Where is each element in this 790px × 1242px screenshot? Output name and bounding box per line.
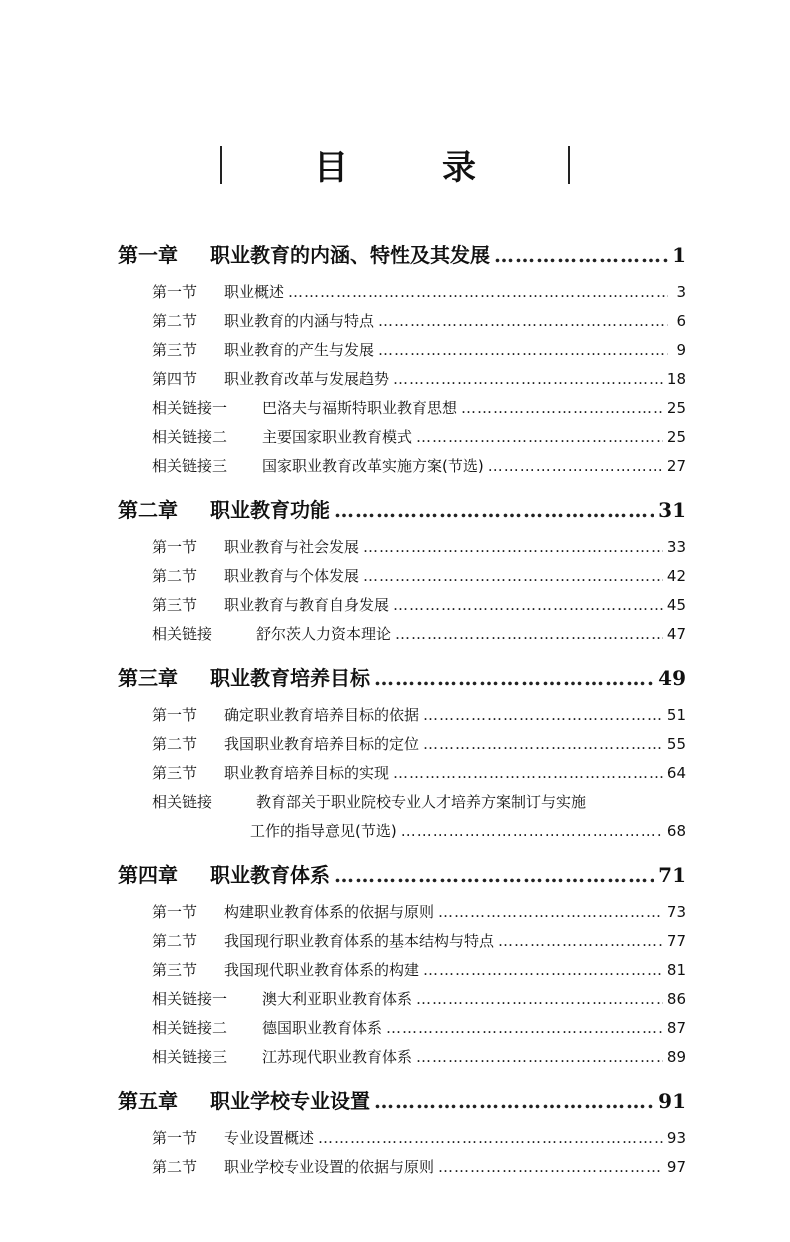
section-number: 第二节 <box>152 312 198 330</box>
chapter-number: 第五章 <box>118 1089 178 1113</box>
section-page-number: 73 <box>666 903 686 921</box>
leader-dots <box>438 1153 663 1182</box>
section-title: 职业教育的内涵与特点 <box>224 312 375 330</box>
leader-dots <box>386 1014 663 1043</box>
leader-dots <box>288 278 668 307</box>
section-entry[interactable] <box>152 394 686 423</box>
section-number: 第一节 <box>152 283 198 301</box>
section-page-number: 77 <box>666 932 686 950</box>
section-title: 职业教育的产生与发展 <box>224 341 375 359</box>
section-number: 第三节 <box>152 961 198 979</box>
section-entry[interactable] <box>152 452 686 481</box>
section-number: 第三节 <box>152 596 198 614</box>
leader-dots <box>416 985 663 1014</box>
section-entry[interactable] <box>152 423 686 452</box>
section-page-number: 25 <box>666 399 686 417</box>
leader-dots <box>374 655 654 701</box>
section-entry[interactable] <box>152 1014 686 1043</box>
leader-dots <box>393 759 663 788</box>
section-title: 我国职业教育培养目标的定位 <box>224 735 420 753</box>
table-of-contents <box>0 232 790 1182</box>
section-entry[interactable] <box>152 1124 686 1153</box>
leader-dots <box>363 562 663 591</box>
section-title: 江苏现代职业教育体系 <box>262 1048 413 1066</box>
section-entry[interactable] <box>152 365 686 394</box>
section-title: 国家职业教育改革实施方案(节选) <box>262 457 484 475</box>
chapter-page-number: 49 <box>658 666 686 690</box>
section-entry[interactable] <box>152 898 686 927</box>
leader-dots <box>423 701 663 730</box>
section-title: 职业教育与社会发展 <box>224 538 360 556</box>
leader-dots <box>378 336 668 365</box>
section-number: 相关链接 <box>152 625 213 643</box>
leader-dots <box>374 1078 654 1124</box>
section-entry[interactable] <box>152 701 686 730</box>
page-title: 目 录 <box>314 148 506 188</box>
section-title: 我国现行职业教育体系的基本结构与特点 <box>224 932 495 950</box>
section-page-number: 6 <box>676 312 686 330</box>
chapter-entry[interactable] <box>118 852 686 898</box>
section-entry[interactable] <box>152 927 686 956</box>
section-title: 专业设置概述 <box>224 1129 315 1147</box>
leader-dots <box>401 817 663 846</box>
section-page-number: 25 <box>666 428 686 446</box>
section-page-number: 33 <box>666 538 686 556</box>
section-page-number: 97 <box>666 1158 686 1176</box>
leader-dots <box>318 1124 663 1153</box>
section-title: 职业教育改革与发展趋势 <box>224 370 390 388</box>
section-title: 德国职业教育体系 <box>262 1019 383 1037</box>
section-title: 职业教育与教育自身发展 <box>224 596 390 614</box>
leader-dots <box>393 365 663 394</box>
chapter-entry[interactable] <box>118 1078 686 1124</box>
section-page-number: 86 <box>666 990 686 1008</box>
section-entry[interactable] <box>152 730 686 759</box>
title-block <box>0 140 790 189</box>
leader-dots <box>461 394 663 423</box>
section-page-number: 45 <box>666 596 686 614</box>
section-entry[interactable] <box>152 1153 686 1182</box>
section-entry[interactable] <box>152 759 686 788</box>
section-page-number: 42 <box>666 567 686 585</box>
section-page-number: 81 <box>666 961 686 979</box>
section-page-number: 3 <box>676 283 686 301</box>
section-number: 相关链接 <box>152 793 213 811</box>
section-number: 相关链接一 <box>152 399 228 417</box>
section-number: 第二节 <box>152 932 198 950</box>
section-number: 第四节 <box>152 370 198 388</box>
section-title: 确定职业教育培养目标的依据 <box>224 706 420 724</box>
leader-dots <box>416 1043 663 1072</box>
section-page-number: 87 <box>666 1019 686 1037</box>
section-number: 第三节 <box>152 764 198 782</box>
section-page-number: 89 <box>666 1048 686 1066</box>
chapter-title: 职业学校专业设置 <box>210 1089 370 1113</box>
section-title: 巴洛夫与福斯特职业教育思想 <box>262 399 458 417</box>
section-entry[interactable] <box>152 620 686 649</box>
chapter-page-number: 91 <box>658 1089 686 1113</box>
section-title: 我国现代职业教育体系的构建 <box>224 961 420 979</box>
leader-dots <box>393 591 663 620</box>
chapter-number: 第一章 <box>118 243 178 267</box>
leader-dots <box>488 452 663 481</box>
section-title: 教育部关于职业院校专业人才培养方案制订与实施 <box>256 793 587 811</box>
chapter-page-number: 71 <box>658 863 686 887</box>
section-number: 相关链接二 <box>152 428 228 446</box>
leader-dots <box>423 956 663 985</box>
section-title: 职业概述 <box>224 283 285 301</box>
section-title: 职业学校专业设置的依据与原则 <box>224 1158 435 1176</box>
section-number: 第二节 <box>152 735 198 753</box>
section-entry[interactable] <box>152 985 686 1014</box>
chapter-title: 职业教育的内涵、特性及其发展 <box>210 243 490 267</box>
section-page-number: 64 <box>666 764 686 782</box>
section-number: 第一节 <box>152 538 198 556</box>
leader-dots <box>363 533 663 562</box>
section-number: 第三节 <box>152 341 198 359</box>
chapter-number: 第三章 <box>118 666 178 690</box>
section-entry[interactable] <box>152 788 686 817</box>
section-number: 第一节 <box>152 706 198 724</box>
section-number: 相关链接一 <box>152 990 228 1008</box>
section-entry[interactable] <box>152 591 686 620</box>
section-page-number: 93 <box>666 1129 686 1147</box>
leader-dots <box>334 852 654 898</box>
leader-dots <box>334 487 654 533</box>
section-page-number: 27 <box>666 457 686 475</box>
section-title: 澳大利亚职业教育体系 <box>262 990 413 1008</box>
chapter-entry[interactable] <box>118 655 686 701</box>
leader-dots <box>423 730 663 759</box>
section-number: 第二节 <box>152 567 198 585</box>
section-number: 相关链接三 <box>152 457 228 475</box>
section-page-number: 55 <box>666 735 686 753</box>
section-number: 第二节 <box>152 1158 198 1176</box>
chapter-page-number: 31 <box>658 498 686 522</box>
leader-dots <box>438 898 663 927</box>
chapter-title: 职业教育功能 <box>210 498 330 522</box>
section-entry[interactable] <box>152 336 686 365</box>
section-entry[interactable] <box>152 278 686 307</box>
section-number: 第一节 <box>152 1129 198 1147</box>
section-page-number: 47 <box>666 625 686 643</box>
leader-dots <box>416 423 663 452</box>
section-number: 相关链接三 <box>152 1048 228 1066</box>
leader-dots <box>498 927 663 956</box>
chapter-page-number: 1 <box>672 243 686 267</box>
chapter-title: 职业教育培养目标 <box>210 666 370 690</box>
section-entry-continuation[interactable] <box>250 817 686 846</box>
chapter-title: 职业教育体系 <box>210 863 330 887</box>
chapter-entry[interactable] <box>118 487 686 533</box>
leader-dots <box>395 620 663 649</box>
leader-dots <box>494 232 668 278</box>
section-title: 职业教育与个体发展 <box>224 567 360 585</box>
section-title: 主要国家职业教育模式 <box>262 428 413 446</box>
section-title: 舒尔茨人力资本理论 <box>256 625 392 643</box>
section-entry[interactable] <box>152 1043 686 1072</box>
leader-dots <box>378 307 668 336</box>
section-number: 相关链接二 <box>152 1019 228 1037</box>
section-number: 第一节 <box>152 903 198 921</box>
section-title: 工作的指导意见(节选) <box>250 822 397 840</box>
section-entry[interactable] <box>152 533 686 562</box>
section-entry[interactable] <box>152 956 686 985</box>
section-title: 构建职业教育体系的依据与原则 <box>224 903 435 921</box>
section-entry[interactable] <box>152 307 686 336</box>
chapter-number: 第四章 <box>118 863 178 887</box>
chapter-number: 第二章 <box>118 498 178 522</box>
section-page-number: 51 <box>666 706 686 724</box>
title-right-rule <box>568 146 570 184</box>
section-title: 职业教育培养目标的实现 <box>224 764 390 782</box>
title-left-rule <box>220 146 222 184</box>
chapter-entry[interactable] <box>118 232 686 278</box>
section-entry[interactable] <box>152 562 686 591</box>
section-page-number: 9 <box>676 341 686 359</box>
section-page-number: 18 <box>666 370 686 388</box>
section-page-number: 68 <box>666 822 686 840</box>
